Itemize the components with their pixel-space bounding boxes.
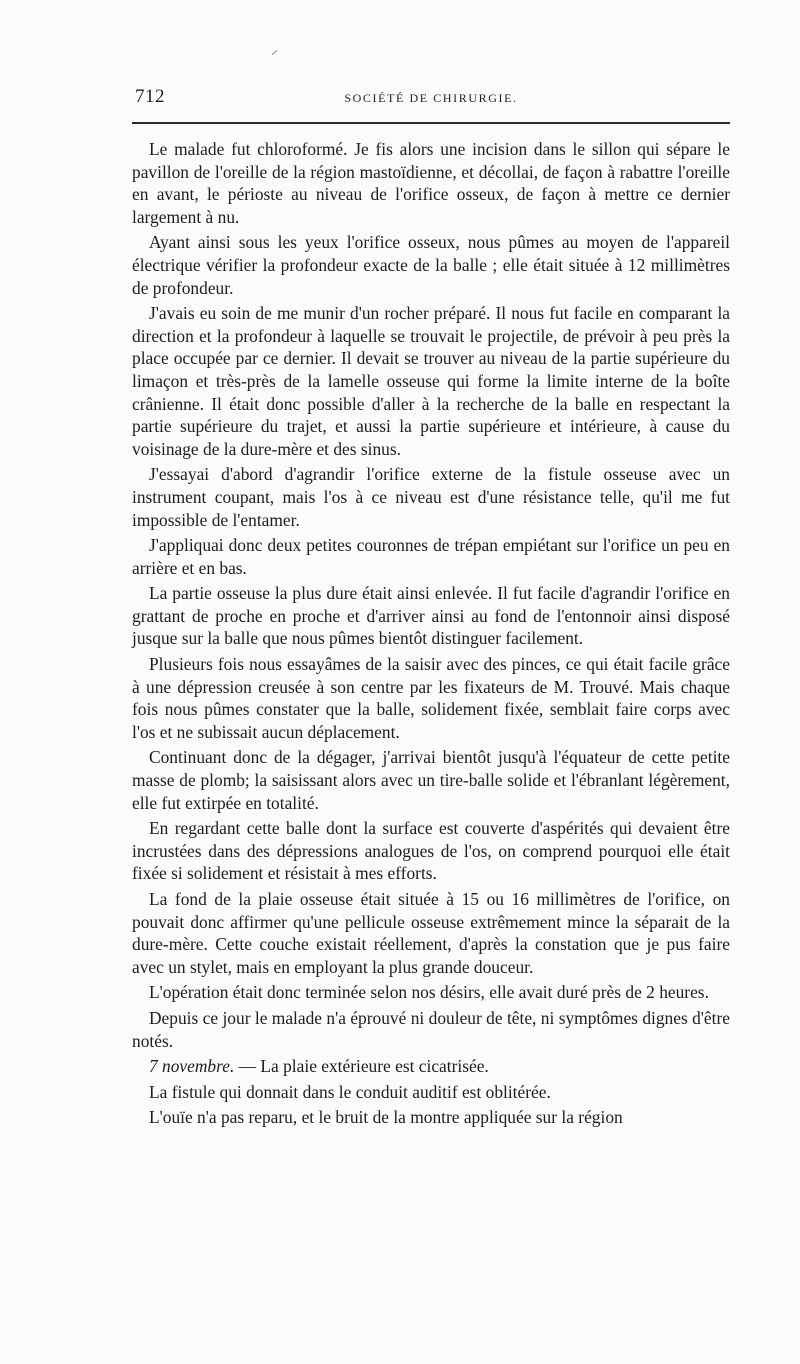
header-rule bbox=[132, 122, 730, 124]
paragraph: La fistule qui donnait dans le conduit auditif est oblitérée. bbox=[149, 1081, 551, 1102]
stray-pen-mark bbox=[271, 50, 277, 55]
paragraph: Ayant ainsi sous les yeux l'orifice osseux, nous pûmes au moyen de l'appareil électrique vérifier la profondeur exacte de la balle ; elle était située à 12 millimètres de profondeur. bbox=[132, 232, 730, 298]
dateline: 7 novembre. bbox=[149, 1056, 235, 1077]
dated-paragraph-text: La plaie extérieure est cicatrisée. bbox=[260, 1056, 489, 1077]
paragraph: J'avais eu soin de me munir d'un rocher préparé. Il nous fut facile en comparant la direction et la profondeur à laquelle se trouvait le projectile, de prévoir à peu près la place occupée par ce dernier. Il devait se trouver au niveau de la partie supérieure du limaçon et très-près de la lamelle osseuse qui forme la limite interne de la boîte crânienne. Il était donc possible d'aller à la recherche de la balle en respectant la partie supérieure du trajet, et aussi la partie supérieure et intérieure, à cause du voisinage de la dure-mère et des sinus. bbox=[132, 303, 730, 459]
page-header bbox=[132, 86, 730, 116]
dated-paragraph bbox=[132, 1055, 730, 1078]
body-text bbox=[132, 138, 730, 1132]
paragraph: J'essayai d'abord d'agrandir l'orifice externe de la fistule osseuse avec un instrument coupant, mais l'os à ce niveau est d'une résistance telle, qu'il me fut impossible de l'entamer. bbox=[132, 464, 730, 530]
paragraph: Le malade fut chloroformé. Je fis alors une incision dans le sillon qui sépare le pavillon de l'oreille de la région mastoïdienne, et décollai, de façon à rabattre l'oreille en avant, le périoste au niveau de l'orifice osseux, de façon à mettre ce dernier largement à nu. bbox=[132, 139, 730, 227]
page-number: 712 bbox=[135, 86, 165, 107]
paragraph: L'ouïe n'a pas reparu, et le bruit de la montre appliquée sur la région bbox=[149, 1107, 623, 1128]
paragraph: La partie osseuse la plus dure était ainsi enlevée. Il fut facile d'agrandir l'orifice en grattant de proche en proche et d'arriver ainsi au fond de l'entonnoir ainsi disposé jusque sur la balle que nous pûmes bientôt distinguer facilement. bbox=[132, 583, 730, 649]
paragraph: En regardant cette balle dont la surface est couverte d'aspérités qui devaient être incrustées dans des dépressions analogues de l'os, on comprend pourquoi elle était fixée si solidement et résistait à mes efforts. bbox=[132, 818, 730, 884]
dateline-separator: — bbox=[234, 1056, 261, 1077]
paragraph: Depuis ce jour le malade n'a éprouvé ni douleur de tête, ni symptômes dignes d'être notés. bbox=[132, 1007, 730, 1051]
paragraph: Continuant donc de la dégager, j'arrivai bientôt jusqu'à l'équateur de cette petite masse de plomb; la saisissant alors avec un tire-balle solide et l'ébranlant légèrement, elle fut extirpée en totalité. bbox=[132, 747, 730, 813]
paragraph: J'appliquai donc deux petites couronnes de trépan empiétant sur l'orifice un peu en arrière et en bas. bbox=[132, 535, 730, 578]
paragraph: La fond de la plaie osseuse était située à 15 ou 16 millimètres de l'orifice, on pouvait donc affirmer qu'une pellicule osseuse extrêmement mince la séparait de la dure-mère. Cette couche existait réellement, d'après la constation que je pus faire avec un stylet, mais en employant la plus grande douceur. bbox=[132, 889, 730, 977]
paragraph: Plusieurs fois nous essayâmes de la saisir avec des pinces, ce qui était facile grâce à une dépression creusée à son centre par les fixateurs de M. Trouvé. Mais chaque fois nous pûmes constater que la balle, solidement fixée, semblait faire corps avec l'os et ne subissait aucun déplacement. bbox=[132, 654, 730, 742]
running-head: SOCIÉTÉ DE CHIRURGIE. bbox=[344, 91, 518, 105]
paragraph: L'opération était donc terminée selon nos désirs, elle avait duré près de 2 heures. bbox=[149, 982, 709, 1003]
